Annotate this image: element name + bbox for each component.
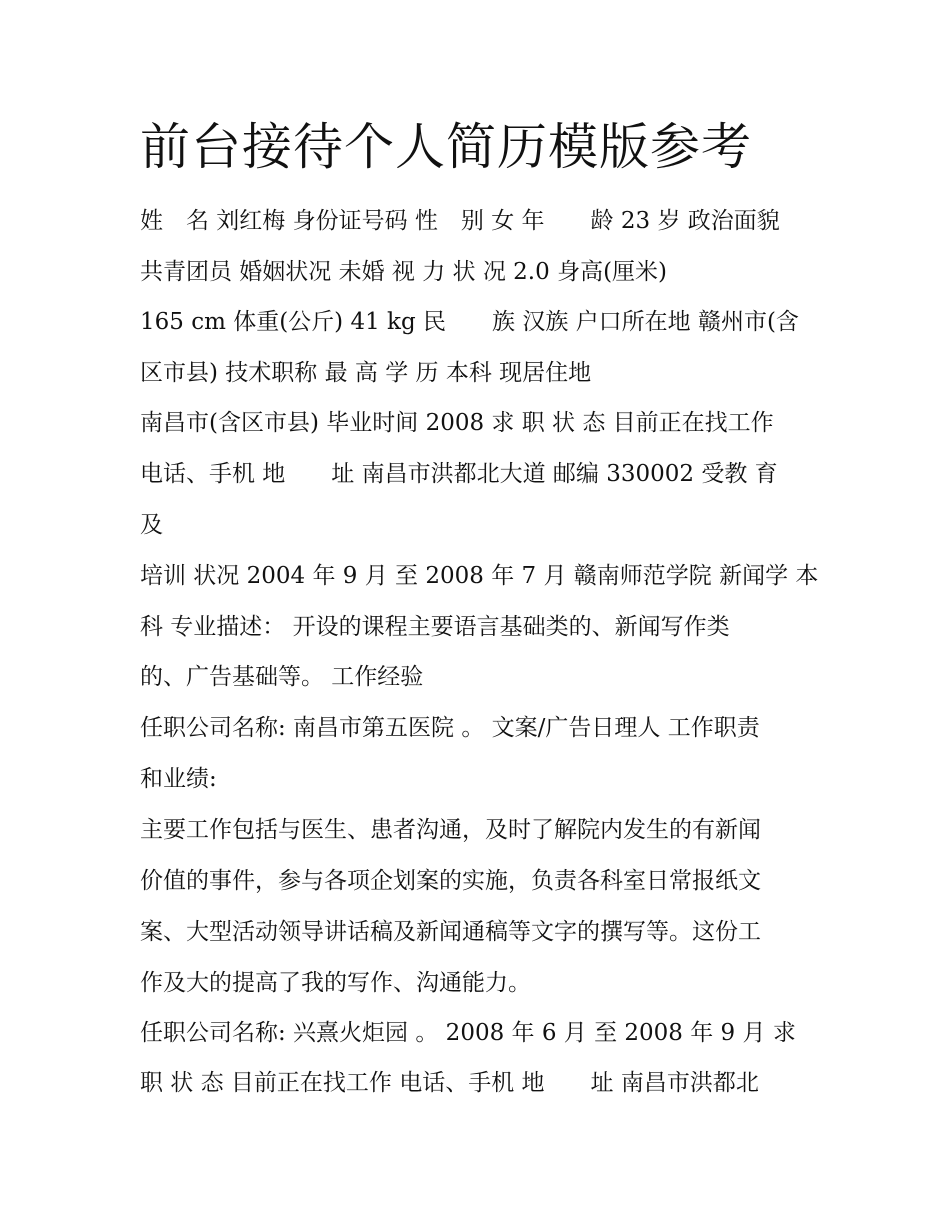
text-line-training: 培训 状况 2004 年 9 月 至 2008 年 7 月 赣南师范学院 新闻学 本 [140, 563, 819, 589]
text-line-personal-info: 姓 名 刘红梅 身份证号码 性 别 女 年 龄 23 岁 政治面貌 [140, 208, 780, 234]
text-line-contact: 电话、手机 地 址 南昌市洪都北大道 邮编 330002 受教 育 [140, 461, 778, 487]
text-line-duties-1: 主要工作包括与医生、患者沟通，及时了解院内发生的有新闻 [140, 817, 761, 843]
text-line-major-description: 科 专业描述： 开设的课程主要语言基础类的、新闻写作类 [140, 614, 730, 640]
text-line-job-status: 职 状 态 目前正在找工作 电话、手机 地 址 南昌市洪都北 [140, 1070, 759, 1096]
text-line-employer-2: 任职公司名称: 兴熹火炬园 。 2008 年 6 月 至 2008 年 9 月 求 [140, 1020, 796, 1046]
text-line-achievements: 和业绩: [140, 766, 217, 792]
text-line-weight-ethnicity: 165 cm 体重(公斤) 41 kg 民 族 汉族 户口所在地 赣州市(含 [140, 309, 799, 335]
text-line-work-experience: 的、广告基础等。 工作经验 [140, 664, 424, 690]
text-line-education: 区市县) 技术职称 最 高 学 历 本科 现居住地 [140, 360, 592, 386]
text-line-employer-1: 任职公司名称: 南昌市第五医院 。 文案/广告日理人 工作职责 [140, 715, 760, 741]
text-line-marital-height: 共青团员 婚姻状况 未婚 视 力 状 况 2.0 身高(厘米) [140, 259, 668, 285]
text-line-residence: 南昌市(含区市县) 毕业时间 2008 求 职 状 态 目前正在找工作 [140, 410, 774, 436]
text-line-duties-2: 价值的事件，参与各项企划案的实施，负责各科室日常报纸文 [140, 868, 761, 894]
document-title: 前台接待个人简历模版参考 [140, 118, 752, 176]
text-line-duties-4: 作及大的提高了我的写作、沟通能力。 [140, 970, 531, 996]
text-line-education-and: 及 [140, 512, 163, 538]
text-line-duties-3: 案、大型活动领导讲话稿及新闻通稿等文字的撰写等。这份工 [140, 919, 761, 945]
